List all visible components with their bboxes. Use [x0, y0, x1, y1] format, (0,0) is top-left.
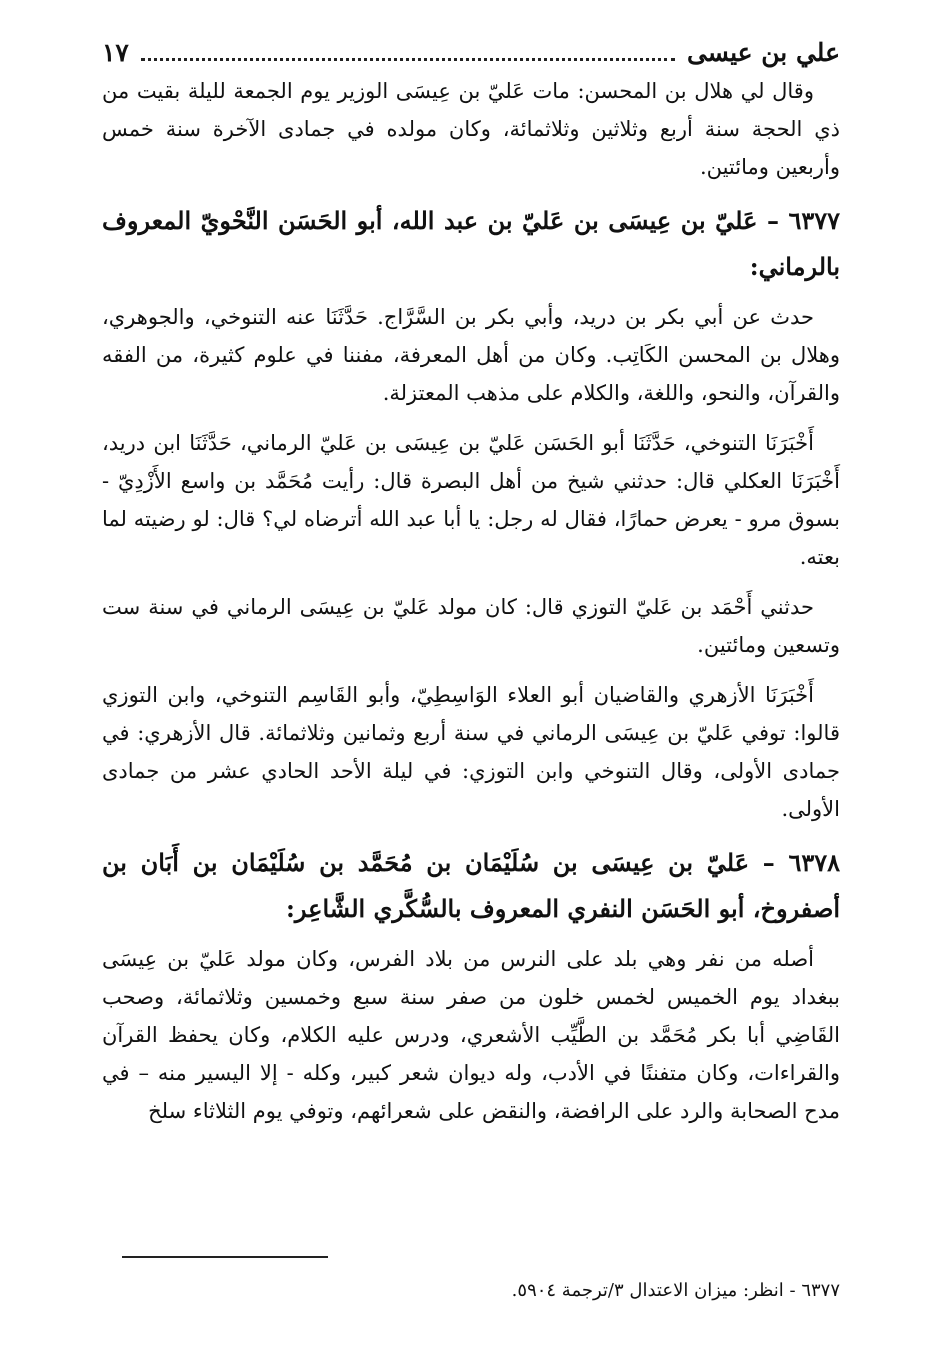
paragraph-death-of-vizier: وقال لي هلال بن المحسن: مات عَليّ بن عِيسَى الوزير يوم الجمعة لليلة بقيت من ذي الحجة سنة أربع وثلاثين وثلاثمائة، وكان مولده في جمادى الآخرة سنة خمس وأربعين ومائتين. — [102, 79, 840, 179]
footnote: ٦٣٧٧ - انظر: ميزان الاعتدال ٣/ترجمة ٥٩٠٤. — [511, 1280, 840, 1301]
entry-heading-6378: ٦٣٧٨ – عَليّ بن عِيسَى بن سُلَيْمَان بن مُحَمَّد بن سُلَيْمَان بن أَبَان بن أصفروخ، أبو الحَسَن النفري المعروف بالسُّكَّري الشَّاعِر: — [102, 848, 840, 923]
paragraph-rummani-birth: حدثني أَحْمَد بن عَليّ التوزي قال: كان مولد عَليّ بن عِيسَى الرماني في سنة ست وتسعين ومائتين. — [102, 595, 840, 657]
entry-heading-6377: ٦٣٧٧ – عَليّ بن عِيسَى بن عَليّ بن عبد الله، أبو الحَسَن النَّحْويّ المعروف بالرماني: — [102, 206, 840, 281]
running-header-title: علي بن عيسى — [686, 37, 840, 67]
paragraph-sukkari-biography: أصله من نفر وهي بلد على النرس من بلاد الفرس، وكان مولد عَليّ بن عِيسَى ببغداد يوم الخميس لخمس خلون من صفر سنة سبع وخمسين وثلاثمائة، وصحب القَاضِي أبا بكر مُحَمَّد بن الطَّيِّب الأشعري، ودرس عليه الكلام، وكان يحفظ القرآن والقراءات، وكان متفننًا في الأدب، وله ديوان شعر كبير، وكله - إلا اليسير منه – في مدح الصحابة والرد على الرافضة، والنقض على شعرائهم، وتوفي يوم الثلاثاء سلخ — [102, 947, 840, 1123]
footnote-separator — [122, 1256, 328, 1258]
paragraph-rummani-narration: أَخْبَرَنَا التنوخي، حَدَّثَنَا أبو الحَسَن عَليّ بن عِيسَى بن عَليّ الرماني، حَدَّثَنَا ابن دريد، أَخْبَرَنَا العكلي قال: حدثني شيخ من أهل البصرة قال: رأيت مُحَمَّد بن واسع الأَزْدِيّ - بسوق مرو - يعرض حمارًا، فقال له رجل: يا أبا عبد الله أترضاه لي؟ قال: لو رضيته لما بعته. — [102, 431, 840, 569]
page-number: ١٧ — [102, 37, 129, 67]
paragraph-rummani-teachers: حدث عن أبي بكر بن دريد، وأبي بكر بن السَّرَّاج. حَدَّثَنَا عنه التنوخي، والجوهري، وهلال بن المحسن الكَاتِب. وكان من أهل المعرفة، مفننا في علوم كثيرة، من الفقه والقرآن، والنحو، واللغة، والكلام على مذهب المعتزلة. — [102, 305, 840, 405]
paragraph-rummani-death: أَخْبَرَنَا الأزهري والقاضيان أبو العلاء الوَاسِطِيّ، وأبو القَاسِم التنوخي، وابن التوزي قالوا: توفي عَليّ بن عِيسَى الرماني في سنة أربع وثمانين وثلاثمائة. قال الأزهري: في جمادى الأولى، وقال التنوخي وابن التوزي: في ليلة الأحد الحادي عشر من جمادى الأولى. — [102, 683, 840, 821]
header-dot-leader — [141, 44, 675, 61]
page-body — [102, 72, 840, 1142]
running-header — [102, 30, 840, 74]
